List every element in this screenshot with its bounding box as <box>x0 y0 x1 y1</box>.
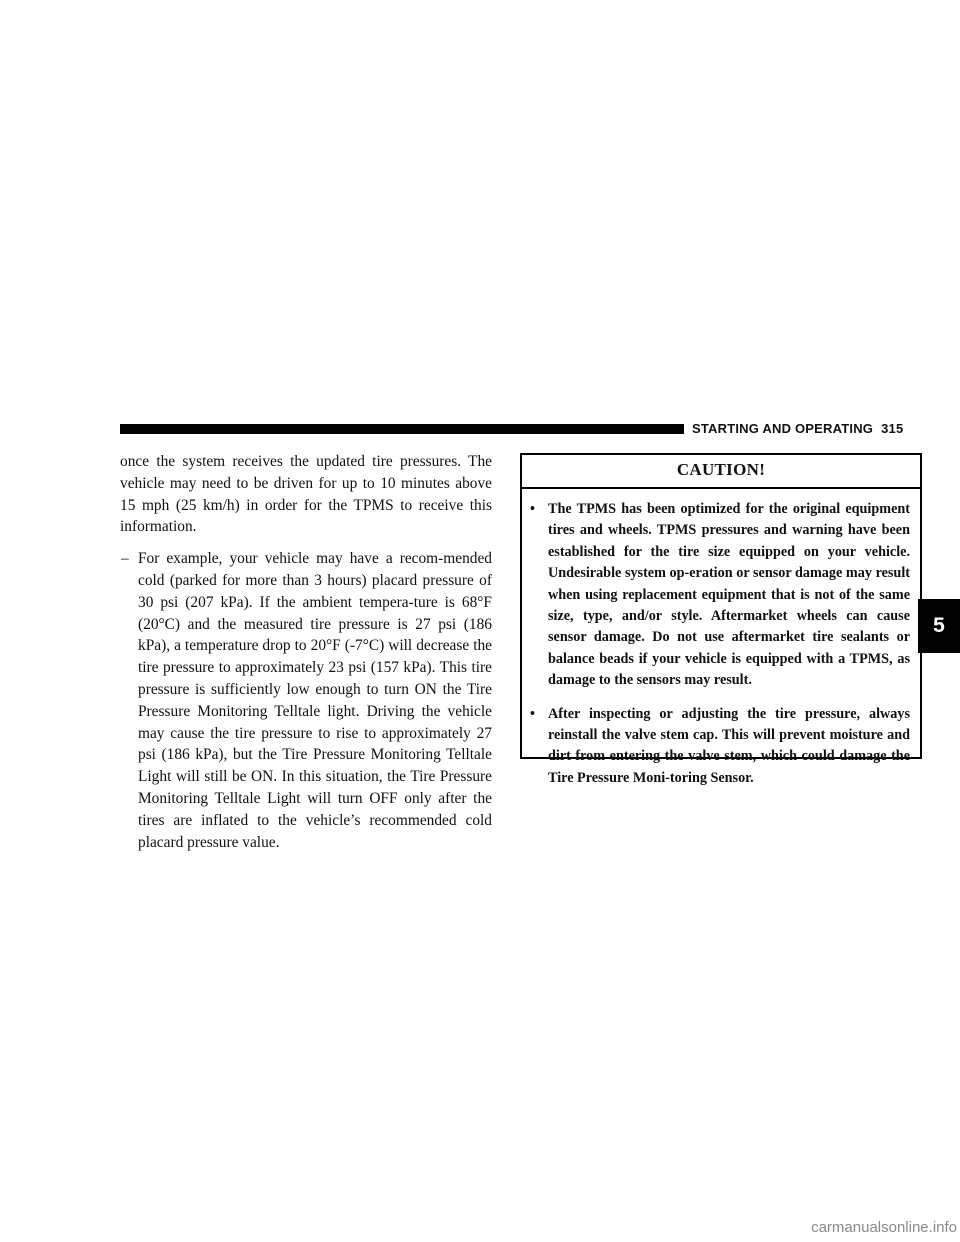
dash-list-item <box>120 548 492 853</box>
caution-box <box>520 453 922 786</box>
caution-body <box>522 489 920 789</box>
body-paragraph: once the system receives the updated tire pressures. The vehicle may need to be driven for up to 10 minutes above 15 mph (25 km/h) in order for the TPMS to receive this information. <box>120 453 492 536</box>
header-rule <box>120 424 684 434</box>
dash-item-text: For example, your vehicle may have a recom-mended cold (parked for more than 3 hours) placard pressure of 30 psi (207 kPa). If the ambient tempera-ture is 68°F (20°C) and the measured tire pressure is 27 psi (186 kPa), a temperature drop to 20°F (-7°C) will decrease the tire pressure to approximately 23 psi (157 kPa). This tire pressure is sufficiently low enough to turn ON the Tire Pressure Monitoring Telltale light. Driving the vehicle may cause the tire pressure to rise to approximately 27 psi (186 kPa), but the Tire Pressure Monitoring Telltale Light will still be ON. In this situation, the Tire Pressure Monitoring Telltale Light will turn OFF only after the tires are inflated to the vehicle’s recommended cold placard pressure value. <box>138 550 492 851</box>
caution-item <box>530 704 910 790</box>
left-column <box>120 451 492 853</box>
caution-item-text: The TPMS has been optimized for the original equipment tires and wheels. TPMS pressures and warning have been established for the tire size equipped on your vehicle. Undesirable system op-eration or sensor damage may result when using replacement equipment that is not of the same size, type, and/or style. Aftermarket wheels can cause sensor damage. Do not use aftermarket tire sealants or balance beads if your vehicle is equipped with a TPMS, as damage to the sensors may result. <box>548 501 910 689</box>
page-number: 315 <box>881 421 904 436</box>
watermark-link[interactable]: carmanualsonline.info <box>811 1219 957 1236</box>
section-title: STARTING AND OPERATING <box>692 421 874 436</box>
bullet-icon: • <box>530 501 535 517</box>
dash-marker: – <box>121 550 129 568</box>
caution-item-text: After inspecting or adjusting the tire pressure, always reinstall the valve stem cap. This will prevent moisture and dirt from entering the valve stem, which could damage the Tire Pressure Moni-toring Sensor. <box>548 705 910 786</box>
chapter-tab: 5 <box>918 599 960 653</box>
running-header <box>692 421 912 436</box>
bullet-icon: • <box>530 705 535 722</box>
caution-title: CAUTION! <box>522 455 920 489</box>
caution-item <box>530 499 910 692</box>
